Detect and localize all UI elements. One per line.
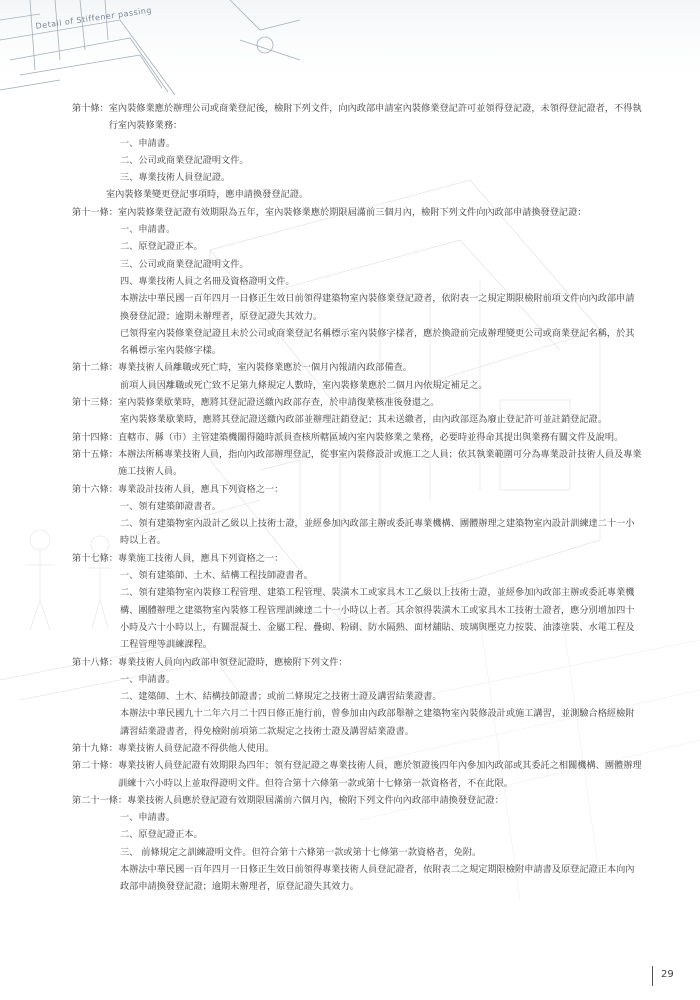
article-text: 室內裝修業歇業時，應將其登記證送繳內政部存查，於申請復業核准後發還之。 bbox=[117, 397, 440, 409]
article-label: 第十六條： bbox=[72, 483, 118, 495]
article-item: 二、建築師、土木、結構技師證書；或前二條規定之技術士證及講習結業證書。 bbox=[120, 691, 442, 703]
article-item: 一、領有建築師證書者。 bbox=[120, 500, 222, 512]
article-text: 直轄市、縣（市）主管建築機關得隨時派員查核所轄區域內室內裝修業之業務，必要時並得命其提出與業務有關文件及說明。 bbox=[117, 431, 624, 443]
article-item: 二、領有建築物室內裝修工程管理、建築工程管理、裝潢木工或家具木工乙級以上技術士證，並經參加內政部主辦或委託專業機構、團體辦理之建築物室內裝修工程管理訓練達二十一小時以上者。其余領得裝潢木工或家具木工技術士證者，應分別增加四十小時及六十小時以上，有關混凝土、金屬工程、疊砌、粉刷、防水隔熱、面材舖貼、玻璃與壓克力按裝、油漆塗裝、水電工程及工程管理等訓練課程。 bbox=[120, 587, 635, 651]
article-item: 四、專業技術人員之名冊及資格證明文件。 bbox=[120, 275, 295, 287]
article-label: 第二十一條： bbox=[72, 794, 128, 806]
regulation-text bbox=[72, 100, 642, 896]
article-text: 專業設計技術人員，應具下列資格之一： bbox=[117, 483, 284, 495]
article-label: 第十四條： bbox=[72, 431, 118, 443]
article-text: 專業技術人員離職或死亡時，室內裝修業應於一個月內報請內政部備查。 bbox=[117, 362, 412, 374]
article-item: 一、申請書。 bbox=[120, 224, 176, 236]
article bbox=[72, 100, 642, 204]
article-text: 專業技術人員登記證有效期限為四年；領有登記證之專業技術人員，應於領證後四年內參加內政部或其委託之相關機構、團體辦理訓練十六小時以上並取得證明文件。但符合第十六條第一款或第十七條第一款資格者，不在此限。 bbox=[117, 760, 642, 789]
article-paragraph: 前項人員因離職或死亡致不足第九條規定人數時，室內裝修業應於二個月內依規定補足之。 bbox=[120, 379, 488, 391]
article-text: 本辦法所稱專業技術人員，指向內政部辦理登記，從事室內裝修設計或施工之人員；依其執業範圍可分為專業設計技術人員及專業施工技術人員。 bbox=[117, 448, 642, 478]
article-label: 第十三條： bbox=[72, 397, 118, 409]
article-paragraph: 本辦法中華民國一百年四月一日修正生效日前領得專業技術人員登記證者，依附表二之規定期限檢附申請書及原登記證正本向內政部申請換發登記證；逾期未辦理者，原登記證失其效力。 bbox=[120, 864, 635, 893]
article-text: 室內裝修業登記證有效期限為五年，室內裝修業應於期限屆滿前三個月內，檢附下列文件向內政部申請換發登記證： bbox=[117, 206, 587, 218]
article-item: 二、原登記證正本。 bbox=[120, 241, 203, 253]
article-item: 二、公司或商業登記證明文件。 bbox=[120, 154, 249, 166]
article bbox=[72, 757, 642, 792]
article-label: 第十九條： bbox=[72, 742, 118, 754]
article-paragraph: 本辦法中華民國一百年四月一日修正生效日前領得建築物室內裝修業登記證者，依附表一之規定期限檢附前項文件向內政部申請換發登記證；逾期未辦理者，原登記證失其效力。 bbox=[120, 293, 635, 322]
article-label: 第十五條： bbox=[72, 448, 118, 460]
article-paragraph: 室內裝修業變更登記事項時，應申請換發登記證。 bbox=[106, 189, 309, 201]
article-item: 三、公司或商業登記證明文件。 bbox=[120, 258, 249, 270]
article-item: 三、 前條規定之訓練證明文件。但符合第十六條第一款或第十七條第一款資格者，免附。 bbox=[120, 846, 482, 858]
article-item: 一、申請書。 bbox=[120, 673, 176, 685]
article-item: 三、專業技術人員登記證。 bbox=[120, 172, 231, 184]
article bbox=[72, 550, 642, 654]
article bbox=[72, 359, 642, 394]
drawing-caption: Detail of Stiffener passing bbox=[35, 5, 153, 31]
article bbox=[72, 446, 642, 481]
article-text: 專業技術人員登記證不得供他人使用。 bbox=[117, 742, 275, 754]
article bbox=[72, 654, 642, 740]
article-item: 二、領有建築物室內設計乙級以上技術士證，並經參加內政部主辦或委託專業機構、團體辦理之建築物室內設計訓練達二十一小時以上者。 bbox=[120, 518, 635, 547]
article-paragraph: 室內裝修業歇業時，應將其登記證送繳內政部並辦理註銷登記；其未送繳者，由內政部逕為廢止登記許可並註銷登記證。 bbox=[120, 414, 607, 426]
article bbox=[72, 740, 642, 757]
article-item: 一、領有建築師、土木、結構工程技師證書者。 bbox=[120, 570, 313, 582]
article bbox=[72, 792, 642, 896]
article-label: 第十一條： bbox=[72, 206, 118, 218]
article-text: 室內裝修業應於辦理公司或商業登記後，檢附下列文件，向內政部申請室內裝修業登記許可並領得登記證，未領得登記證者，不得執行室內裝修業務： bbox=[108, 103, 642, 132]
article-item: 一、申請書。 bbox=[120, 812, 176, 824]
article-paragraph: 本辦法中華民國九十二年六月二十四日修正施行前，曾參加由內政部舉辦之建築物室內裝修設計或施工講習，並測驗合格經檢附講習結業證書者，得免檢附前項第二款規定之技術士證及講習結業證書。 bbox=[120, 708, 635, 737]
page-number-divider bbox=[652, 966, 653, 986]
article-text: 專業技術人員向內政部申領登記證時，應檢附下列文件： bbox=[117, 656, 348, 668]
article bbox=[72, 394, 642, 429]
article bbox=[72, 204, 642, 360]
article-paragraph: 已領得室內裝修業登記證且未於公司或商業登記名稱標示室內裝修字樣者，應於換證前完成辦理變更公司或商業登記名稱，於其名稱標示室內裝修字樣。 bbox=[120, 327, 635, 357]
article bbox=[72, 429, 642, 446]
article-label: 第十二條： bbox=[72, 362, 118, 374]
article-text: 專業技術人員應於登記證有效期限屆滿前六個月內，檢附下列文件向內政部申請換發登記證： bbox=[127, 794, 504, 806]
article-item: 一、申請書。 bbox=[120, 137, 176, 149]
article-label: 第十七條： bbox=[72, 552, 118, 564]
article bbox=[72, 481, 642, 550]
article-text: 專業施工技術人員，應具下列資格之一： bbox=[117, 552, 284, 564]
article-label: 第十條： bbox=[72, 103, 109, 114]
article-item: 二、原登記證正本。 bbox=[120, 829, 203, 841]
page-number: 29 bbox=[661, 969, 674, 980]
article-label: 第二十條： bbox=[72, 760, 118, 772]
article-label: 第十八條： bbox=[72, 656, 118, 668]
